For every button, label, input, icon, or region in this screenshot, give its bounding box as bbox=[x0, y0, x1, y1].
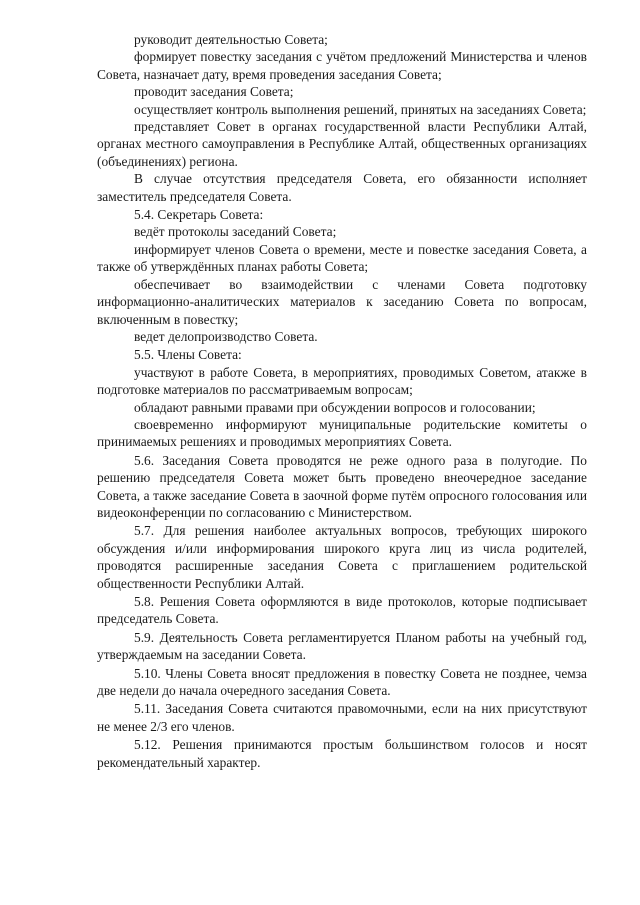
paragraph-section-5-11: 5.11. Заседания Совета считаются правомочными, если на них присутствуют не менее 2/3 его членов. bbox=[97, 701, 587, 734]
paragraph-section-5-9: 5.9. Деятельность Совета регламентируется Планом работы на учебный год, утверждаемым на заседании Совета. bbox=[97, 629, 587, 663]
paragraph-section-5-12: 5.12. Решения принимаются простым большинством голосов и носят рекомендательный характер. bbox=[97, 737, 587, 770]
paragraph-section-5-6: 5.6. Заседания Совета проводятся не реже одного раза в полугодие. По решению председателя Совета может быть проведено внеочередное заседание Совета, а также заседание Совета в заочной форме путём опросного голосования или видеоконференции по согласованию с Министерством. bbox=[97, 452, 587, 520]
paragraph-chair-duty-2: формирует повестку заседания с учётом предложений Министерства и членов Совета, назначает дату, время проведения заседания Совета; bbox=[97, 49, 587, 82]
paragraph-member-duty-3: своевременно информируют муниципальные родительские комитеты о принимаемых решениях и проводимых мероприятиях Совета. bbox=[97, 416, 587, 450]
paragraph-section-5-4: 5.4. Секретарь Совета: bbox=[134, 207, 264, 223]
paragraph-deputy-chair: В случае отсутствия председателя Совета, его обязанности исполняет заместитель председателя Совета. bbox=[97, 171, 587, 204]
document-page bbox=[97, 31, 587, 771]
paragraph-chair-duty-1: руководит деятельностью Совета; bbox=[134, 32, 328, 47]
paragraph-secretary-duty-2: информирует членов Совета о времени, месте и повестке заседания Совета, а также об утверждённых планах работы Совета; bbox=[97, 241, 587, 275]
paragraph-chair-duty-3: проводит заседания Совета; bbox=[134, 84, 294, 100]
paragraph-section-5-5: 5.5. Члены Совета: bbox=[134, 347, 242, 363]
paragraph-secretary-duty-3: обеспечивает во взаимодействии с членами Совета подготовку информационно-аналитических материалов к заседанию Совета по вопросам, включенным в повестку; bbox=[97, 276, 587, 327]
paragraph-chair-duty-5: представляет Совет в органах государственной власти Республики Алтай, органах местного самоуправления в Республике Алтай, общественных организациях (объединениях) региона. bbox=[97, 119, 587, 169]
paragraph-secretary-duty-1: ведёт протоколы заседаний Совета; bbox=[134, 224, 337, 240]
paragraph-section-5-10: 5.10. Члены Совета вносят предложения в повестку Совета не позднее, чемза две недели до начала очередного заседания Совета. bbox=[97, 665, 587, 699]
paragraph-section-5-8: 5.8. Решения Совета оформляются в виде протоколов, которые подписывает председатель Совета. bbox=[97, 594, 587, 627]
paragraph-section-5-7: 5.7. Для решения наиболее актуальных вопросов, требующих широкого обсуждения и/или информирования широкого круга лиц из числа родителей, проводятся расширенные заседания Совета с приглашением родительской общественности Республики Алтай. bbox=[97, 523, 587, 591]
paragraph-member-duty-2: обладают равными правами при обсуждении вопросов и голосовании; bbox=[134, 399, 536, 415]
paragraph-member-duty-1: участвуют в работе Совета, в мероприятиях, проводимых Советом, атакже в подготовке материалов по рассматриваемым вопросам; bbox=[97, 364, 587, 398]
paragraph-chair-duty-4: осуществляет контроль выполнения решений, принятых на заседаниях Совета; bbox=[134, 101, 587, 117]
paragraph-secretary-duty-4: ведет делопроизводство Совета. bbox=[134, 328, 318, 344]
